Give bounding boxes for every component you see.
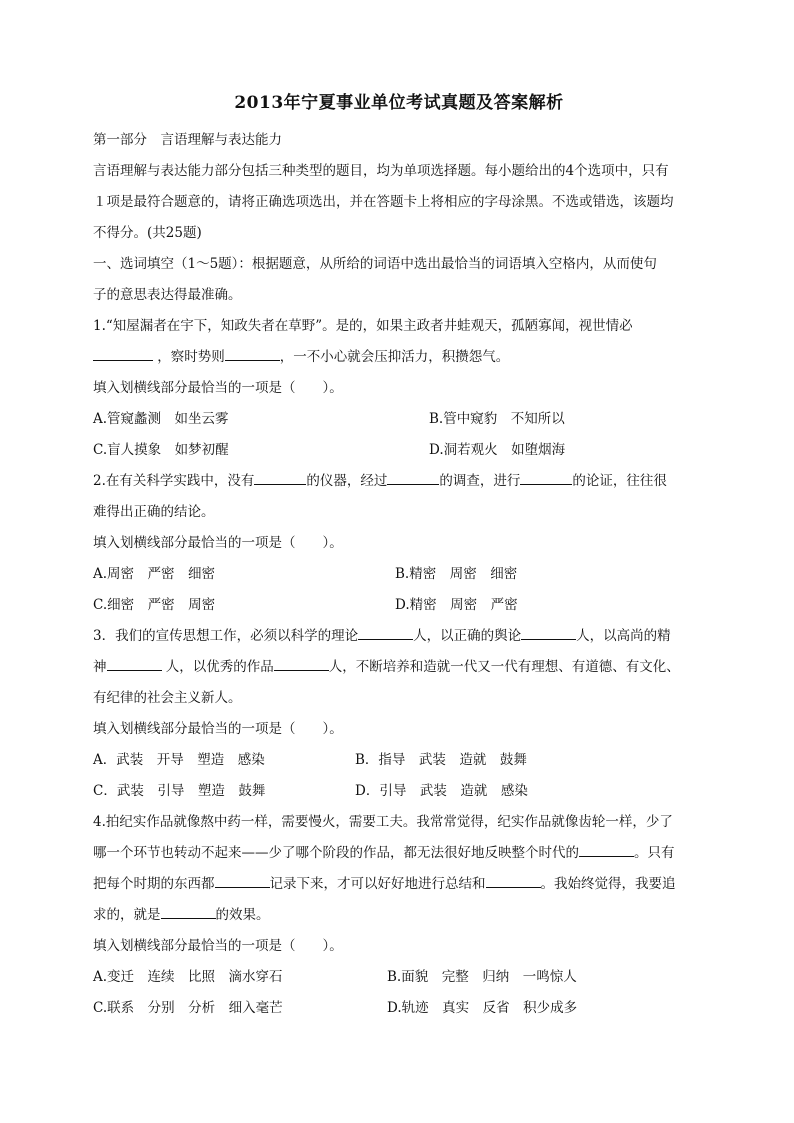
q4-text: 的效果。	[215, 907, 270, 923]
q3-text: 人，以优秀的作品	[165, 659, 274, 675]
q4-text: 求的，就是	[93, 907, 161, 923]
option-d: D.洞若观火 如堕烟海	[429, 442, 566, 458]
q1-line-1: 1.“知屋漏者在宇下，知政失者在草野”。是的，如果主政者井蛙观天，孤陋寡闻，视世情必	[93, 318, 633, 334]
q2-options-row-1	[93, 559, 705, 590]
answer-blank	[225, 346, 280, 361]
q1-text: ，察时势则	[157, 349, 225, 365]
q2-prompt: 填入划横线部分最恰当的一项是（ ）。	[93, 535, 343, 551]
option-b: B.管中窥豹 不知所以	[429, 411, 565, 427]
answer-blank	[254, 470, 306, 485]
q4-text: 。只有	[634, 845, 675, 861]
q4-line-3	[93, 869, 705, 900]
q4-text: 哪一个环节也转动不起来——少了哪个阶段的作品，都无法很好地反映整个时代的	[93, 845, 579, 861]
q4-prompt: 填入划横线部分最恰当的一项是（ ）。	[93, 938, 343, 954]
q4-options-row-1	[93, 962, 705, 993]
q4-line-2	[93, 838, 705, 869]
intro-line-3: 不得分。(共25题)	[93, 225, 202, 241]
option-d: D.精密 周密 严密	[395, 597, 518, 613]
option-c: C.联系 分别 分析 细入毫芒	[93, 1000, 283, 1016]
page-title: 2013年宁夏事业单位考试真题及答案解析	[234, 93, 564, 113]
q3-text: 3．我们的宣传思想工作，必须以科学的理论	[93, 628, 359, 644]
q2-line-2: 难得出正确的结论。	[93, 504, 215, 520]
answer-blank	[486, 873, 541, 888]
answer-blank	[387, 470, 439, 485]
q2-text: 2.在有关科学实践中，没有	[93, 473, 255, 489]
subsection-line-1: 一、选词填空（1～5题）：根据题意，从所给的词语中选出最恰当的词语填入空格内，从而使句	[93, 256, 657, 272]
option-b: B.面貌 完整 归纳 一鸣惊人	[387, 969, 577, 985]
option-b: B.精密 周密 细密	[395, 566, 518, 582]
option-c: C.细密 严密 周密	[93, 597, 216, 613]
option-d: D.轨迹 真实 反省 积少成多	[387, 1000, 578, 1016]
option-c: C．武装 引导 塑造 鼓舞	[93, 783, 266, 799]
answer-blank	[520, 470, 572, 485]
exam-page	[93, 80, 705, 1024]
q3-line-1	[93, 621, 705, 652]
section-heading: 第一部分 言语理解与表达能力	[93, 132, 282, 148]
q3-text: 人，以正确的舆论	[413, 628, 522, 644]
answer-blank	[93, 346, 153, 361]
q1-prompt: 填入划横线部分最恰当的一项是（ ）。	[93, 380, 343, 396]
q3-text: 人，不断培养和造就一代又一代有理想、有道德、有文化、	[328, 659, 680, 675]
answer-blank	[161, 904, 216, 919]
answer-blank	[579, 842, 634, 857]
intro-line-1: 言语理解与表达能力部分包括三种类型的题目，均为单项选择题。每小题给出的4个选项中，只有	[93, 163, 669, 179]
q2-text: 的论证，往往很	[572, 473, 667, 489]
answer-blank	[215, 873, 270, 888]
q3-text: 神	[93, 659, 107, 675]
q4-line-1: 4.拍纪实作品就像熬中药一样，需要慢火，需要工夫。我常常觉得，纪实作品就像齿轮一样，少了	[93, 814, 673, 830]
q2-text: 的调查，进行	[439, 473, 521, 489]
answer-blank	[274, 656, 329, 671]
q2-text: 的仪器，经过	[306, 473, 388, 489]
q3-text: 人，以高尚的精	[576, 628, 671, 644]
q3-options-row-2	[93, 776, 705, 807]
q4-options-row-2	[93, 993, 705, 1024]
q1-text: ，一不小心就会压抑活力，积攒怨气。	[279, 349, 510, 365]
q4-line-4	[93, 900, 705, 931]
answer-blank	[521, 625, 576, 640]
q3-prompt: 填入划横线部分最恰当的一项是（ ）。	[93, 721, 343, 737]
option-a: A.周密 严密 细密	[93, 566, 216, 582]
subsection-line-2: 子的意思表达得最准确。	[93, 287, 242, 303]
q4-text: 把每个时期的东西都	[93, 876, 215, 892]
answer-blank	[107, 656, 162, 671]
option-a: A．武装 开导 塑造 感染	[93, 752, 265, 768]
q1-options-row-2	[93, 435, 705, 466]
option-d: D．引导 武装 造就 感染	[355, 783, 528, 799]
option-a: A.变迁 连续 比照 滴水穿石	[93, 969, 283, 985]
q2-options-row-2	[93, 590, 705, 621]
q3-line-3: 有纪律的社会主义新人。	[93, 690, 242, 706]
q1-line-2	[93, 342, 705, 373]
intro-line-2: １项是最符合题意的，请将正确选项选出，并在答题卡上将相应的字母涂黑。不选或错选，该题均	[93, 194, 674, 210]
option-c: C.盲人摸象 如梦初醒	[93, 442, 229, 458]
q2-line-1	[93, 466, 705, 497]
q4-text: 记录下来，才可以好好地进行总结和	[269, 876, 486, 892]
q3-options-row-1	[93, 745, 705, 776]
q4-text: 。我始终觉得，我要追	[540, 876, 676, 892]
q3-line-2	[93, 652, 705, 683]
option-b: B．指导 武装 造就 鼓舞	[355, 752, 527, 768]
option-a: A.管窥蠡测 如坐云雾	[93, 411, 229, 427]
q1-options-row-1	[93, 404, 705, 435]
answer-blank	[358, 625, 413, 640]
